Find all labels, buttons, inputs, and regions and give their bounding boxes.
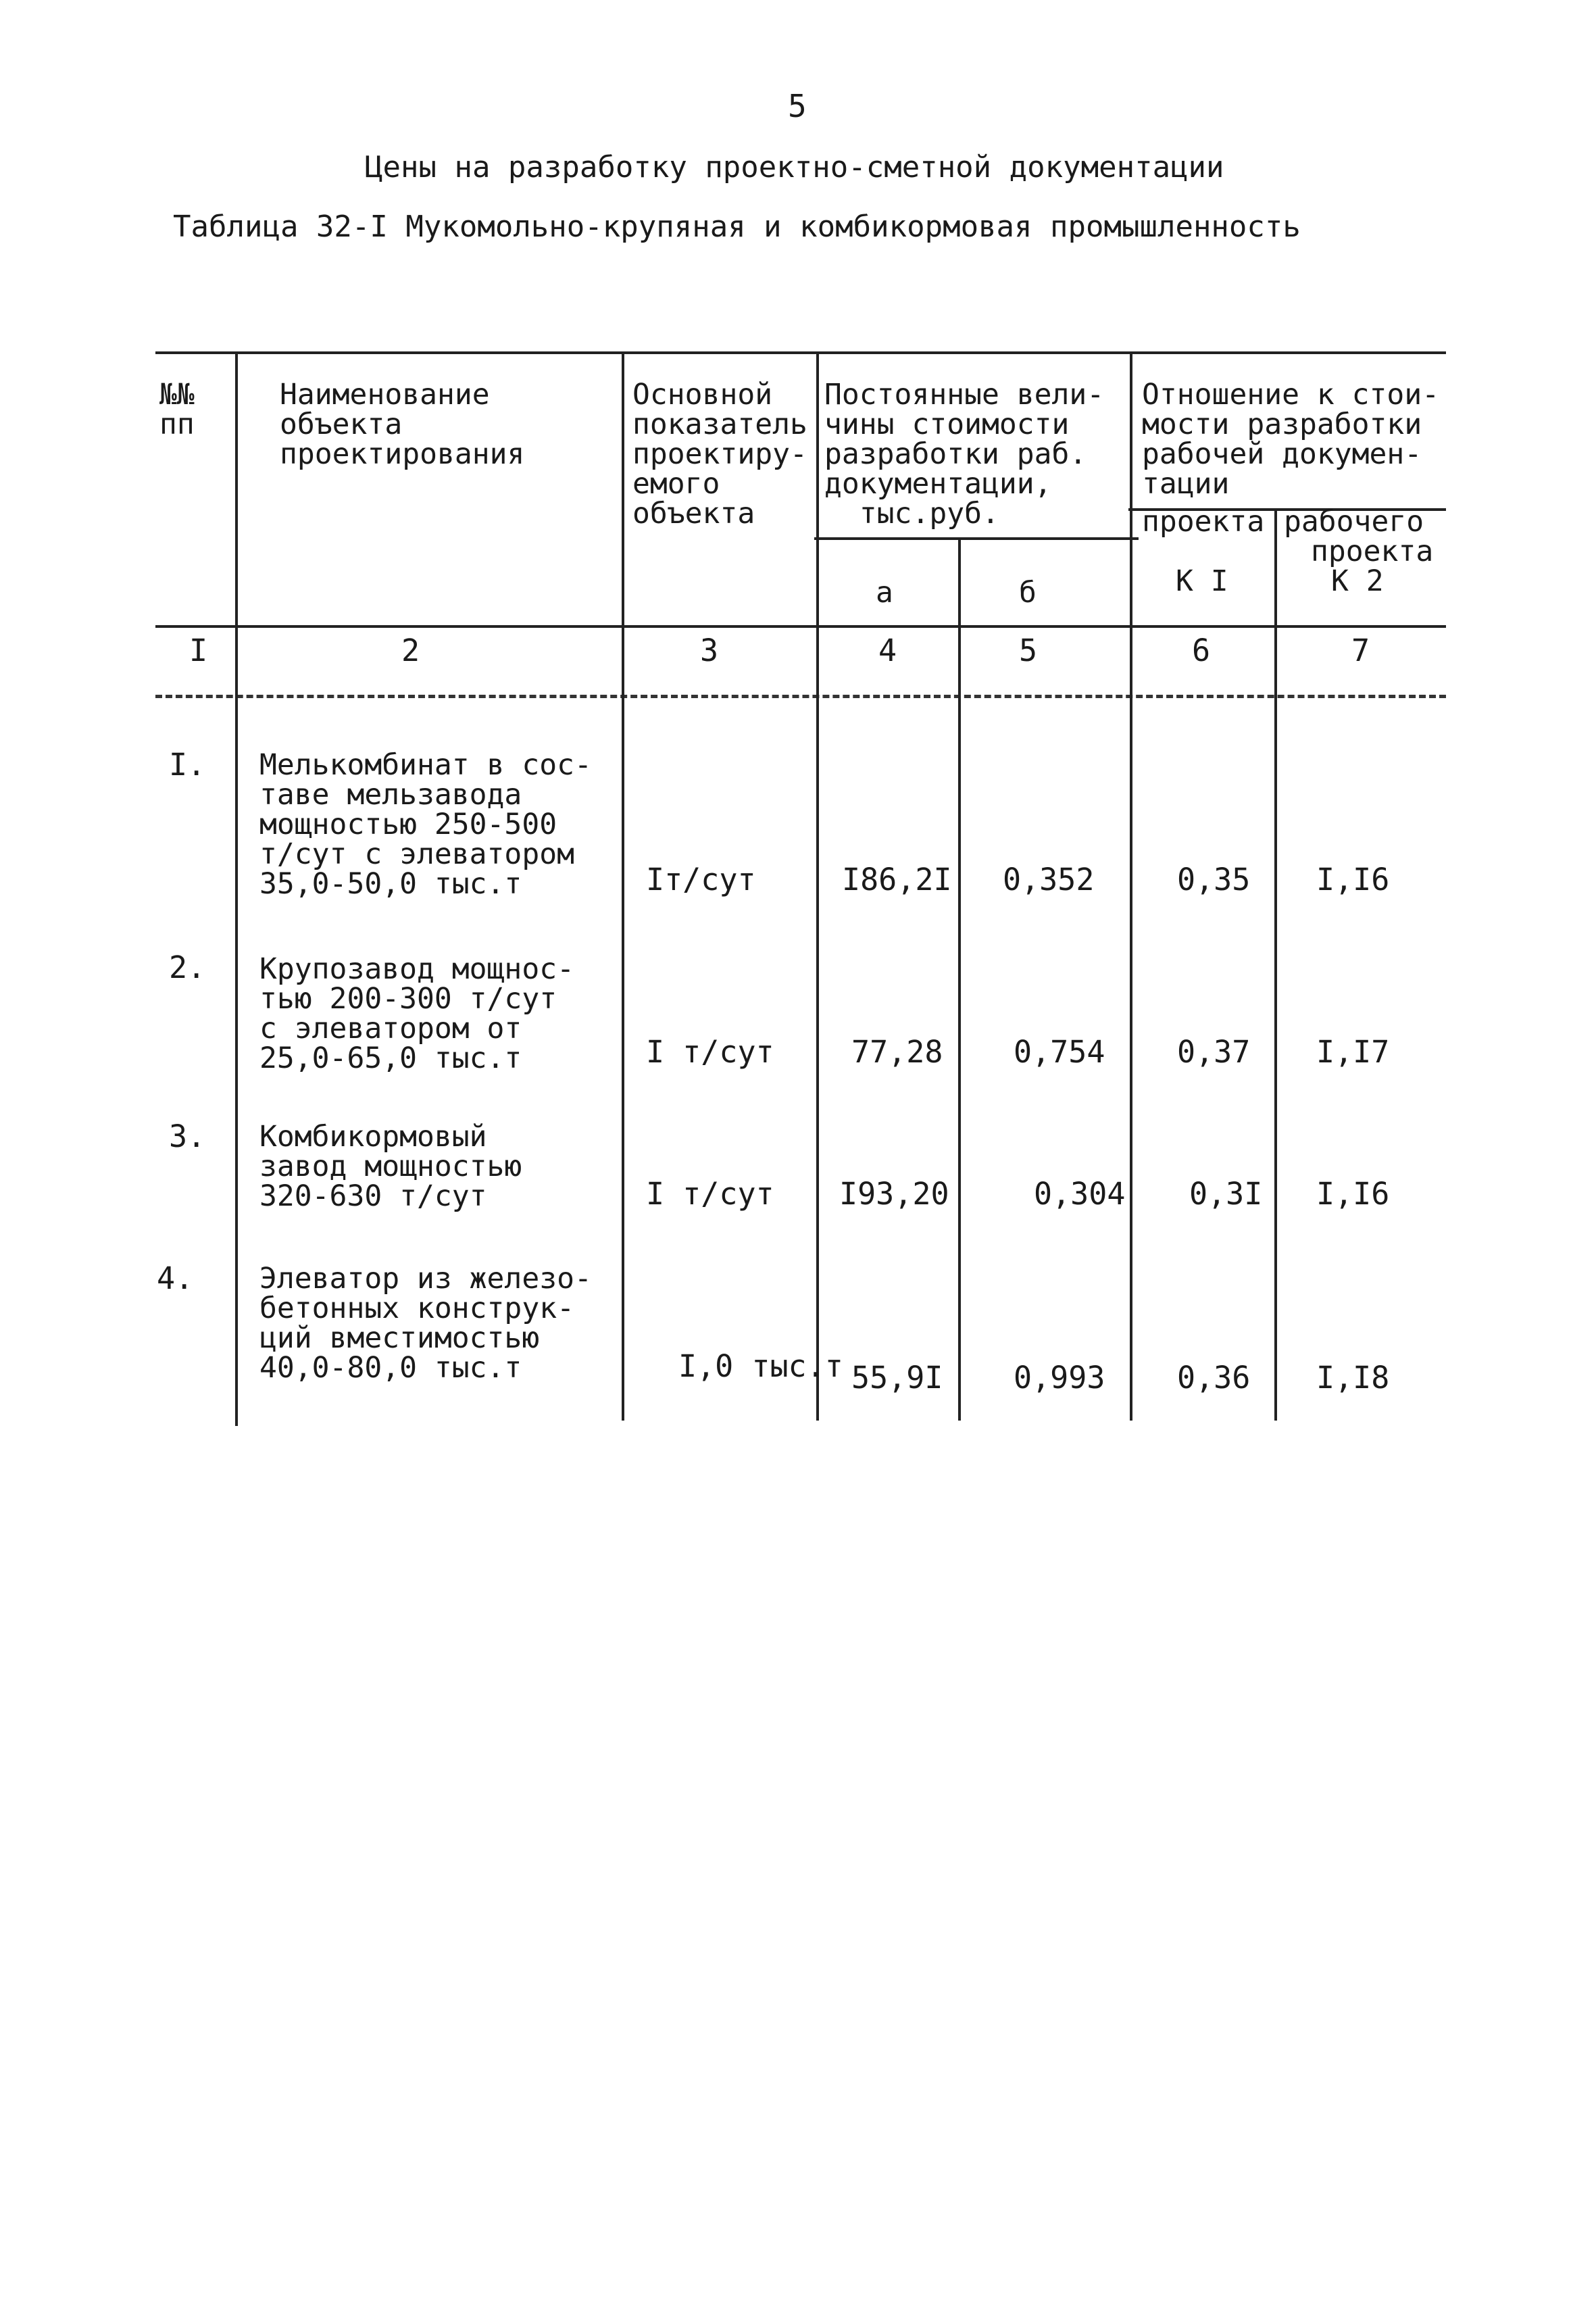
header-ratio: Отношение к стои- мости разработки рабочей докумен- тации xyxy=(1142,378,1440,501)
header-sub-b: б xyxy=(1019,576,1037,610)
main-indicator: I,0 тыс.т xyxy=(678,1348,843,1384)
row-number: 2. xyxy=(169,950,206,985)
header-project: проекта xyxy=(1142,505,1265,539)
main-indicator: I т/сут xyxy=(646,1176,774,1212)
value-k2: I,I8 xyxy=(1316,1360,1390,1396)
value-a: 77,28 xyxy=(851,1034,943,1070)
main-indicator: I т/сут xyxy=(646,1034,774,1070)
column-number: I xyxy=(189,633,208,668)
row-number: 4. xyxy=(157,1260,194,1296)
value-k2: I,I6 xyxy=(1316,1176,1390,1212)
object-name: Элеватор из железо- бетонных конструк- ций вместимостью 40,0-80,0 тыс.т xyxy=(259,1262,592,1385)
column-rule-1 xyxy=(235,351,238,1426)
value-k2: I,I6 xyxy=(1316,862,1390,897)
value-k1: 0,36 xyxy=(1177,1360,1251,1396)
column-rule-4 xyxy=(958,537,961,1421)
column-rule-2 xyxy=(622,351,624,1421)
header-sub-a: а xyxy=(876,576,893,610)
object-name: Крупозавод мощнос- тью 200-300 т/сут с элеватором от 25,0-65,0 тыс.т xyxy=(259,952,574,1075)
column-rule-3 xyxy=(816,351,819,1421)
header-k2: К 2 xyxy=(1331,564,1384,598)
table-caption: Таблица 32-I Мукомольно-крупяная и комбикормовая промышленность xyxy=(173,210,1301,244)
numbers-bottom-rule xyxy=(155,695,1446,698)
header-main-indicator: Основной показатель проектиру- емого объекта xyxy=(632,378,807,531)
column-rule-6 xyxy=(1274,508,1277,1421)
value-b: 0,352 xyxy=(1003,862,1095,897)
object-name: Комбикормовый завод мощностью 320-630 т/сут xyxy=(259,1120,522,1213)
value-b: 0,754 xyxy=(1014,1034,1105,1070)
header-bottom-rule xyxy=(155,625,1446,628)
page-number: 5 xyxy=(788,88,807,124)
header-k1: К I xyxy=(1176,564,1228,598)
value-a: I86,2I xyxy=(842,862,952,897)
header-object-name: Наименование объекта проектирования xyxy=(280,378,525,471)
column-number: 2 xyxy=(401,633,420,668)
column-number: 7 xyxy=(1351,633,1370,668)
column-number: 6 xyxy=(1192,633,1211,668)
value-k2: I,I7 xyxy=(1316,1034,1390,1070)
column-number: 5 xyxy=(1019,633,1038,668)
main-indicator: Iт/сут xyxy=(646,862,756,897)
column-number: 4 xyxy=(878,633,897,668)
header-constant-values: Постоянные вели- чины стоимости разработки раб. документации, тыс.руб. xyxy=(824,378,1105,531)
row-number: 3. xyxy=(169,1118,206,1154)
object-name: Мелькомбинат в сос- таве мельзавода мощностью 250-500 т/сут с элеватором 35,0-50,0 тыс.т xyxy=(259,748,592,901)
value-a: 55,9I xyxy=(851,1360,943,1396)
constants-subheader-rule xyxy=(814,537,1139,540)
document-heading: Цены на разработку проектно-сметной документации xyxy=(365,150,1224,184)
value-a: I93,20 xyxy=(839,1176,949,1212)
value-k1: 0,35 xyxy=(1177,862,1251,897)
value-k1: 0,3I xyxy=(1189,1176,1263,1212)
header-num: №№ пп xyxy=(159,378,195,441)
value-k1: 0,37 xyxy=(1177,1034,1251,1070)
table-top-rule xyxy=(155,351,1446,354)
column-number: 3 xyxy=(700,633,719,668)
column-rule-5 xyxy=(1130,351,1132,1421)
header-working-project: рабочего проекта xyxy=(1284,505,1434,568)
value-b: 0,304 xyxy=(1034,1176,1126,1212)
value-b: 0,993 xyxy=(1014,1360,1105,1396)
row-number: I. xyxy=(169,747,206,783)
